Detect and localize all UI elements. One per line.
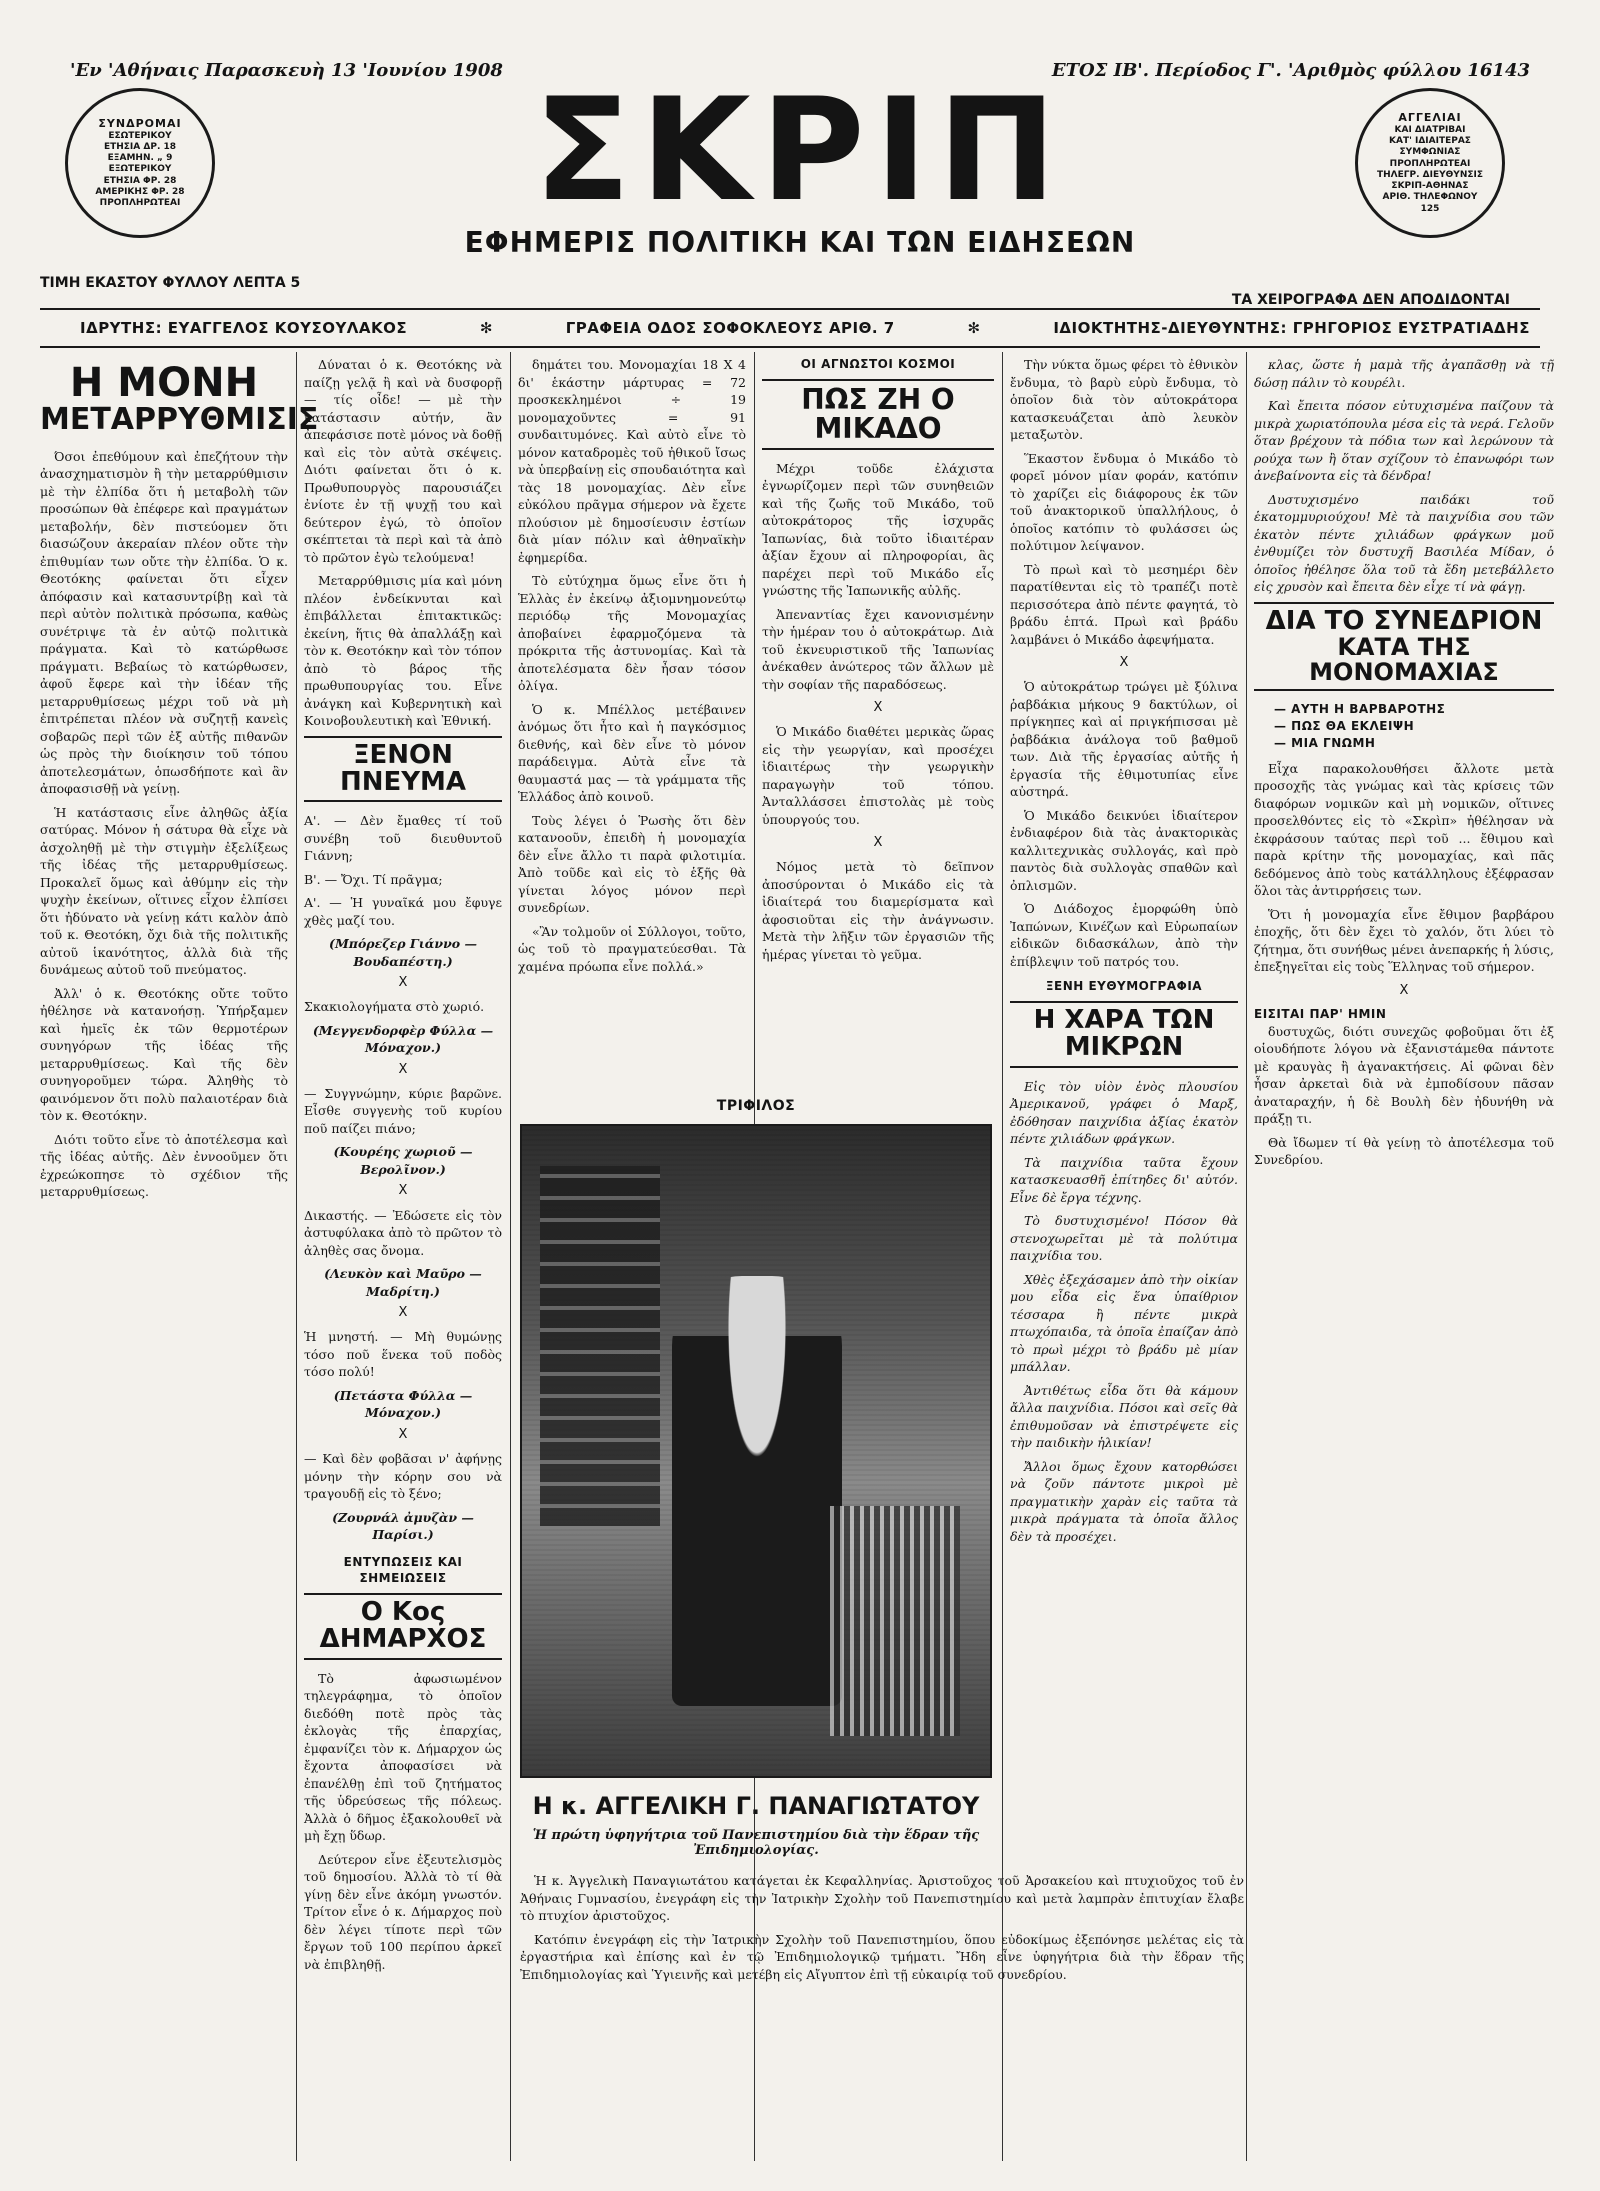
article-headline: Η ΜΟΝΗ: [69, 360, 259, 406]
portrait-figure-image: [672, 1276, 842, 1706]
article-paragraph: Τὰ παιχνίδια ταῦτα ἔχουν κατασκευασθῆ ἐπίτηδες δι' αὐτόν. Εἶνε δὲ ἔργα τέχνης.: [1010, 1154, 1238, 1205]
section-kicker: ΞΕΝΗ ΕΥΘΥΜΟΓΡΑΦΙΑ: [1045, 979, 1203, 994]
stamp-line: ΠΡΟΠΛΗΡΩΤΕΑΙ: [1389, 158, 1471, 169]
article-paragraph: Μεταρρύθμισις μία καὶ μόνη πλέον ἐνδείκνυται καὶ ἐπιβάλλεται ἐπιτακτικῶς: ἐκείνη, ἥτις θὰ ἀπαλλάξῃ καὶ τὸν κ. Θεοτόκην καὶ τὸν τόπον ἀπὸ τὸ βάρος τῆς πρωθυπουργίας του. Εἶνε ἀνάγκη καὶ Κυβερνητικὴ καὶ Κοινοβουλευτικὴ καὶ Ἐθνική.: [304, 573, 502, 728]
article-paragraph: «Ἂν τολμοῦν οἱ Σύλλογοι, τοῦτο, ὡς τοῦ τὸ πραγματεύεσθαι. Τὰ χαμένα πρόωπα εἶνε πολλά.»: [518, 923, 746, 974]
column-5: [1010, 356, 1238, 1551]
article-paragraph: κλας, ὥστε ἡ μαμὰ τῆς ἀγαπᾶσθῃ νὰ τῇ δώσῃ πάλιν τὸ κουρέλι.: [1254, 357, 1554, 390]
joke-line: Α'. — Δὲν ἔμαθες τί τοῦ συνέβη τοῦ διευθυντοῦ Γιάννη;: [304, 813, 502, 864]
stamp-line: ΕΣΩΤΕΡΙΚΟΥ: [108, 130, 172, 141]
separator: X: [873, 700, 883, 716]
stamp-line: ΑΡΙΘ. ΤΗΛΕΦΩΝΟΥ 125: [1382, 192, 1478, 214]
section-kicker: ΟΙ ΑΓΝΩΣΤΟΙ ΚΟΣΜΟΙ: [800, 357, 956, 371]
joke-line: — Συγγνώμην, κύριε βαρῶνε. Εἶσθε συγγενὴς τοῦ κυρίου ποῦ παίζει πιάνο;: [304, 1085, 502, 1136]
photo-caption: Η κ. ΑΓΓΕΛΙΚΗ Γ. ΠΑΝΑΓΙΩΤΑΤΟΥ: [532, 1792, 980, 1820]
section-kicker: ΕΝΤΥΠΩΣΕΙΣ ΚΑΙ ΣΗΜΕΙΩΣΕΙΣ: [343, 1554, 463, 1586]
chair-image: [830, 1506, 960, 1736]
stamp-line: ΠΡΟΠΛΗΡΩΤΕΑΙ: [99, 198, 181, 208]
article-paragraph: Τὸ πρωὶ καὶ τὸ μεσημέρι δὲν παρατίθενται εἰς τὸ τραπέζι ποτὲ περισσότερα ἀπὸ πέντε φαγητά, τὸ βράδυ ἑπτά. Πρωὶ καὶ βράδυ λαμβάνει ὁ Μικάδο ἀφεψήματα.: [1010, 561, 1238, 647]
article-paragraph: Τοὺς λέγει ὁ Ῥωσὴς ὅτι δὲν κατανοοῦν, ἐπειδὴ ἡ μονομαχία δὲν εἶνε ἄλλο τι παρὰ φιλοτιμία. Ἀπὸ τοῦδε καὶ εἰς τὸ ἑξῆς θὰ γίνεται λόγος μόνον περὶ συνεδρίων.: [518, 812, 746, 915]
joke-source: (Πετάστα Φύλλα — Μόναχον.): [333, 1387, 473, 1421]
article-paragraph: Ἄλλοι ὅμως ἔχουν κατορθώσει νὰ ζοῦν πάντοτε μικροὶ μὲ πραγματικὴν χαρὰν εἰς ταῦτα τὰ μικρὰ πράγματα τὰ ὁποῖα ἄλλος δὲν τὰ προσέχει.: [1010, 1458, 1238, 1544]
article-paragraph: Ἕκαστον ἔνδυμα ὁ Μικάδο τὸ φορεῖ μόνον μίαν φοράν, κατόπιν τὸ χαρίζει εἰς διάφορους ἐκ τῶν τοῦ ἀνακτορικοῦ ὑπαλλήλους, ὁ ὁποῖος κατόπιν τὸ φυλάσσει ὡς πολύτιμον λείψανον.: [1010, 450, 1238, 553]
subscriptions-title: ΣΥΝΔΡΟΜΑΙ: [98, 116, 182, 130]
article-paragraph: Εἶχα παρακολουθήσει ἄλλοτε μετὰ προσοχῆς τὰς γνώμας καὶ τὰς κρίσεις τῶν διαφόρων νομικῶν καὶ μὴ νομικῶν, οἵτινες προσελθόντες εἰς τὸ «Σκρὶπ» ἠθέλησαν νὰ ἐκφράσουν ταύτας περὶ τοῦ ... ἔθιμου καὶ παρὰ κρίτην τῆς μονομαχίας, καὶ πᾶς δεδόμενος ἀπὸ τοὺς κατάλληλους ἐξέφρασαν ὅλοι τὰς ἀντιρρήσεις των.: [1254, 760, 1554, 899]
stamp-line: ΕΤΗΣΙΑ ΦΡ. 28: [103, 175, 177, 186]
article-paragraph: Ὁ αὐτοκράτωρ τρώγει μὲ ξύλινα ῥαβδάκια μήκους 9 δακτύλων, οἱ πρίγκηπες καὶ αἱ πριγκήπισσαι μὲ ῥαβδάκια ἀνάλογα τοῦ βαθμοῦ των. Διὰ τῆς ἐργασίας αὐτῆς ἡ ἐργασία τῆς ἐθιμοτυπίας εἶνε αὐστηρά.: [1010, 679, 1238, 800]
advertisements-stamp: [1355, 88, 1505, 238]
separator: X: [398, 1305, 408, 1321]
article-paragraph: Ὁ κ. Μπέλλος μετέβαινεν ἀνόμως ὅτι ἦτο καὶ ἡ παγκόσμιος διεθνής, καὶ δὲν εἶνε τὸ μόνον παράδειγμα. Αὐτὰ εἶνε τὰ θαυμαστά μας — τὰ γράμματα τῆς Ἑλλάδος ἀπὸ κοινοῦ.: [518, 701, 746, 804]
article-headline: ΔΙΑ ΤΟ ΣΥΝΕΔΡΙΟΝ: [1265, 605, 1543, 636]
portrait-article: [520, 1872, 1244, 1989]
article-paragraph: Ὅτι ἡ μονομαχία εἶνε ἔθιμον βαρβάρου ἐποχῆς, ὅτι δὲν ἔχει τὸ χαλόν, ὅτι λύει τὸ ζήτημα, ὅτι συνήθως μένει ἀνεπαρκής ἡ λύσις, ἐπεξηγεῖται εἰς τοὺς Ἕλληνας τοῦ σήμερον.: [1254, 906, 1554, 975]
separator: X: [1119, 655, 1129, 670]
divider: [40, 346, 1540, 348]
article-paragraph: δυστυχῶς, διότι συνεχῶς φοβοῦμαι ὅτι ἐξ οἱουδήποτε λόγου νὰ ἐξανιστάμεθα πάντοτε μὲ κραυγὰς ἢ ἀγανακτήσεις. Αἱ φῶναι δὲν ἦσαν ἀρκεταὶ διὰ νὰ ἐμποδίσουν πᾶσαν ἀναταραχήν, ἡ δὲ Βουλὴ δὲν ἠδυνήθη νὰ πράξῃ τι.: [1254, 1023, 1554, 1127]
joke-line: — Καὶ δὲν φοβᾶσαι ν' ἀφήνῃς μόνην τὴν κόρην σου νὰ τραγουδῇ εἰς τὸ ξένο;: [304, 1451, 502, 1502]
column-2: [304, 356, 502, 1979]
joke-source: (Μπόρεζερ Γιάννο — Βουδαπέστη.): [329, 936, 477, 969]
bookshelf-image: [540, 1166, 660, 1526]
section-kicker: ΕΙΣΙΤΑΙ ΠΑΡ' ΗΜΙΝ: [1254, 1006, 1387, 1021]
sub-item: — ΠΩΣ ΘΑ ΕΚΛΕΙΨΗ: [1274, 718, 1415, 733]
manuscripts-note: ΤΑ ΧΕΙΡΟΓΡΑΦΑ ΔΕΝ ΑΠΟΔΙΔΟΝΤΑΙ: [1231, 292, 1510, 308]
column-rule: [296, 352, 297, 2161]
photo-label: ΤΡΙΦΙΛΟΣ: [716, 1098, 796, 1114]
separator: X: [398, 1183, 408, 1199]
ornament-icon: ✻: [479, 319, 493, 337]
article-paragraph: Τὸ εὐτύχημα ὅμως εἶνε ὅτι ἡ Ἑλλὰς ἐν ἐκείνῳ ἀξιομνημονεύτῳ περιόδῳ τῆς Μονομαχίας ἀποβαίνει ἐφαρμοζόμενα τὰ πρόκριτα τῆς ἀστυνομίας. Καὶ τὰ ἀποτελέσματα δὲν ἦσαν τόσον ὀλίγα.: [518, 573, 746, 693]
separator: X: [1399, 982, 1409, 998]
founder: ΙΔΡΥΤΗΣ: ΕΥΑΓΓΕΛΟΣ ΚΟΥΣΟΥΛΑΚΟΣ: [80, 319, 408, 337]
article-headline: Ο Κος ΔΗΜΑΡΧΟΣ: [319, 1597, 487, 1655]
separator: X: [398, 1061, 408, 1077]
joke-source: (Κουρέης χωριοῦ — Βερολῖνον.): [333, 1144, 473, 1177]
joke-line: Δικαστής. — Ἐδώσετε εἰς τὸν ἀστυφύλακα ἀπὸ τὸ πρῶτον τὸ ἀληθὲς σας ὄνομα.: [304, 1207, 502, 1258]
sub-item: — ΑΥΤΗ Η ΒΑΡΒΑΡΟΤΗΣ: [1274, 702, 1446, 717]
masthead: ΣΚΡΙΠ: [533, 68, 1067, 233]
separator: X: [873, 835, 883, 851]
divider: [40, 308, 1540, 310]
article-paragraph: Εἰς τὸν υἱὸν ἑνὸς πλουσίου Ἀμερικανοῦ, γράφει ὁ Μαρξ, ἐδόθησαν παιχνίδια ἀξίας ἑκατὸν πέντε χιλιάδων φράγκων.: [1010, 1078, 1238, 1147]
joke-line: Α'. — Ἡ γυναῖκά μου ἔφυγε χθὲς μαζί του.: [304, 895, 502, 928]
article-paragraph: Τὸ δυστυχισμένο! Πόσον θὰ στενοχωρεῖται μὲ τὰ πολύτιμα παιχνίδια του.: [1010, 1213, 1238, 1264]
article-paragraph: Δύναται ὁ κ. Θεοτόκης νὰ παίζῃ γελᾷ ἢ καὶ νὰ δυσφορῇ — τίς οἶδε! — μὲ τὴν κατάστασιν αὐτήν, ἂν ἀπεφάσισε ποτὲ μόνος νὰ δοθῇ καὶ εἰς τὸν αὐτὰ σκέψεις. Διότι φαίνεται ὅτι ὁ κ. Πρωθυπουργὸς παρουσιάζει ἐνίοτε ἐν τῇ ψυχῇ του καὶ δεύτερον ἐγώ, τὸ ὁποῖον σκέπτεται τὰ περὶ καὶ τὰ ἀπὸ τὸ πρῶτον ἐγὼ τελούμενα!: [304, 357, 502, 565]
separator: X: [398, 1426, 408, 1442]
article-paragraph: Όσοι ἐπεθύμουν καὶ ἐπεζήτουν τὴν ἀνασχηματισμὸν ἢ τὴν μεταρρύθμισιν μὲ τὴν ἐλπίδα ὅτι ἡ μεταβολὴ τῶν προσώπων θὰ ἐπέφερε καὶ πραγμάτων μεταβολήν, δὲν πιστεύομεν ὅτι διασώζουν ἀκεραίαν πλέον οὔτε τὴν ἐπιθυμίαν των οὔτε τὴν ἐλπίδα. Ὁ κ. Θεοτόκης φαίνεται ὅτι εἶχεν ἀπόφασιν καὶ κατασυντρίβῃ καὶ τὰ περὶ αὐτὸν πολιτικὰ πρόσωπα, καθὼς συνέτριψε τὰ ἐν αὐτῷ πολιτικὰ πράγματα. Καὶ τὸ κατώρθωσε πράγματι. Βεβαίως τὸ κατώρθωσεν, ἀφοῦ ἔφερε καὶ τὴν ἰδέαν τῆς μεταρρυθμίσεως μέχρι τοῦ νὰ μὴ ἐπιτρέπεται πλέον νὰ συζητῇ κανεὶς σοβαρῶς περὶ τῶν ἐξ αὐτῆς πιθανῶν ὡς πρὸς τὴν διοίκησιν τοῦ τόπου ἀποτελεσμάτων, ὁπωσδήποτε καὶ ἂν ἀποφασισθῇ νὰ γείνῃ.: [40, 448, 288, 796]
headline-box: [304, 1593, 502, 1660]
article-paragraph: Νόμος μετὰ τὸ δεῖπνον ἀποσύρονται ὁ Μικάδο εἰς τὰ ἰδιαίτερά του διαμερίσματα καὶ ἀφοσιοῦται εἰς τὴν ἀνάγνωσιν. Μετὰ τὴν λῆξιν τῶν ἐργασιῶν τῆς ἡμέρας γίνεται τὸ γεῦμα.: [762, 859, 994, 962]
article-paragraph: Ἡ κ. Ἀγγελικὴ Παναγιωτάτου κατάγεται ἐκ Κεφαλληνίας. Ἀριστοῦχος τοῦ Ἀρσακείου καὶ πτυχιοῦχος τοῦ ἐν Ἀθήναις Γυμνασίου, ἐνεγράφη εἰς τὴν Ἰατρικὴν Σχολὴν τοῦ Πανεπιστημίου καὶ μετὰ λαμπρὰν ἐπιτυχίαν ἔλαβε τὸ πτυχίον ἀριστοῦχος.: [520, 1873, 1244, 1923]
article-headline: ΜΕΤΑΡΡΥΘΜΙΣΙΣ: [40, 402, 319, 437]
offices: ΓΡΑΦΕΙΑ ΟΔΟΣ ΣΟΦΟΚΛΕΟΥΣ ΑΡΙΘ. 7: [565, 319, 895, 337]
joke-source: (Ζουρνάλ ἀμυζὰν — Παρίσι.): [332, 1509, 474, 1543]
joke-source: (Λευκὸν καὶ Μαῦρο — Μαδρίτη.): [324, 1266, 482, 1299]
article-headline: Η ΧΑΡΑ ΤΩΝ ΜΙΚΡΩΝ: [1033, 1004, 1215, 1063]
sub-item: — ΜΙΑ ΓΝΩΜΗ: [1274, 735, 1376, 750]
section-box: [304, 736, 502, 803]
headline-box: [762, 379, 994, 450]
article-paragraph: Καὶ ἔπειτα πόσον εὐτυχισμένα παίζουν τὰ μικρὰ χωριατόπουλα μέσα εἰς τὰ νερά. Γελοῦν ὅταν βρέχουν τὰ πόδια των καὶ λερώνουν τὰ ρούχα των ἢ ὅταν σχίζουν τὸ ἐπανωφόρι των ἀνεβαίνοντα εἰς τὰ δένδρα!: [1254, 398, 1554, 483]
stamp-line: ΕΤΗΣΙΑ ΔΡ. 18: [103, 141, 177, 152]
info-bar: [80, 316, 1530, 340]
article-paragraph: Διότι τοῦτο εἶνε τὸ ἀποτέλεσμα καὶ τῆς ἰδέας αὐτῆς. Δὲν ἐννοοῦμεν ὅτι ἐχρεώκοπησε τὸ σχέδιον τῆς μεταρρυθμίσεως.: [40, 1131, 288, 1199]
article-paragraph: δημάτει του. Μονομαχίαι 18 Χ 4 δι' ἑκάστην μάρτυρας = 72 προσκεκλημένοι ÷ 19 μονομαχοῦντες = 91 συνδαιτυμόνες. Καὶ αὐτὸ εἶνε τὸ μόνον καταδρομὲς τοῦ ἠθικοῦ ἴσως νὰ ὑπερβαίνῃ εἰς σπουδαιότητα καὶ τὰς 18 μονομαχίας. Δὲν εἶνε εὐκόλου πρᾶγμα σήμερον νὰ ἔχετε πλούσιον μὲ δημοσίευσιν ἑστίων διὰ μίαν πόλιν καὶ ἀθηναϊκὴν ἐφημερίδα.: [518, 357, 746, 565]
article-paragraph: Χθὲς ἐξεχάσαμεν ἀπὸ τὴν οἰκίαν μου εἶδα εἰς ἕνα ὑπαίθριον τέσσαρα ἢ πέντε μικρὰ πτωχόπαιδα, τὰ ὁποῖα ἐπαίζαν ἀπὸ τὸ πρωὶ μέχρι τὸ βράδυ μὲ μίαν μπάλλαν.: [1010, 1271, 1238, 1375]
stamp-line: ΕΞΩΤΕΡΙΚΟΥ: [108, 164, 172, 175]
column-4: [762, 356, 994, 969]
headline-box: [1010, 1001, 1238, 1068]
article-headline: ΚΑΤΑ ΤΗΣ ΜΟΝΟΜΑΧΙΑΣ: [1309, 632, 1499, 686]
stamp-line: ΣΥΜΦΩΝΙΑΣ: [1399, 147, 1461, 158]
joke-source: (Μεγγενδορφὲρ Φύλλα — Μόναχον.): [312, 1022, 494, 1056]
section-title: ΞΕΝΟΝ ΠΝΕΥΜΑ: [339, 739, 467, 797]
column-rule: [1246, 352, 1247, 2161]
headline-box: [1254, 602, 1554, 692]
column-rule: [510, 352, 511, 2161]
stamp-line: ΤΗΛΕΓΡ. ΔΙΕΥΘΥΝΣΙΣ: [1377, 169, 1483, 180]
ornament-icon: ✻: [967, 319, 981, 337]
article-paragraph: Κατόπιν ἐνεγράφη εἰς τὴν Ἰατρικὴν Σχολὴν τοῦ Πανεπιστημίου, ὅπου εὐδοκίμως ἐξεπόνησε μελέτας εἰς τὰ ἐργαστήρια καὶ ἐπίσης καὶ ἐν τῷ Ἐπιδημιολογικῷ τμήματι. Ἤδη εἶνε ὑφηγήτρια διὰ τὴν ἕδραν τῆς Ἐπιδημιολογίας καὶ Ὑγιεινῆς καὶ μετέβη εἰς Αἴγυπτον ἐπὶ τῇ εὐκαιρίᾳ τοῦ συνεδρίου.: [520, 1931, 1244, 1982]
separator: X: [398, 975, 408, 991]
article-paragraph: Ὁ Μικάδο διαθέτει μερικὰς ὥρας εἰς τὴν γεωργίαν, καὶ προσέχει ἰδιαιτέρως τὴν γεωργικὴν παραγωγὴν τοῦ τόπου. Ἀνταλλάσσει ἐπιστολὰς μὲ τοὺς ὑπουργούς του.: [762, 724, 994, 827]
joke-line: Β'. — Ὄχι. Τί πρᾶγμα;: [304, 871, 443, 887]
stamp-line: ΕΞΑΜΗΝ. „ 9: [107, 153, 173, 163]
owner: ΙΔΙΟΚΤΗΤΗΣ-ΔΙΕΥΘΥΝΤΗΣ: ΓΡΗΓΟΡΙΟΣ ΕΥΣΤΡΑΤΙΑΔΗΣ: [1053, 319, 1530, 337]
article-paragraph: Θὰ ἴδωμεν τί θὰ γείνῃ τὸ ἀποτέλεσμα τοῦ Συνεδρίου.: [1254, 1134, 1554, 1168]
column-3: [518, 356, 746, 981]
advertisements-title: ΑΓΓΕΛΙΑΙ: [1398, 111, 1462, 125]
article-paragraph: Ἀλλ' ὁ κ. Θεοτόκης οὔτε τοῦτο ἠθέλησε νὰ κατανοήσῃ. Ὑπήρξαμεν καὶ ἡμεῖς ἐκ τῶν θερμοτέρων συνηγόρων τῆς ἰδέας τῆς μεταρρυθμίσεως. Καὶ τῆς δὲν συνηγοροῦμεν τώρα. Ἀληθὴς τὸ φαινόμενον ὅτι πολὺ παλαιοτέραν διὰ τὸν κ. Θεοτόκην.: [40, 985, 288, 1123]
article-paragraph: Τὸ ἀφωσιωμένον τηλεγράφημα, τὸ ὁποῖον διεδόθη ποτὲ πρὸς τὰς ἐκλογὰς τῆς ἐπαρχίας, ἐμφανίζει τὸν κ. Δήμαρχον ὡς ἔχοντα ἀποφασίσει νὰ ἐπανέλθῃ ἐπὶ τοῦ ζητήματος τῆς ὑδρεύσεως τῆς πόλεως. Ἀλλὰ ὁ δῆμος ἐξακολουθεῖ νὰ μὴ ἔχῃ ὕδωρ.: [304, 1670, 502, 1844]
joke-line: Ἡ μνηστή. — Μὴ θυμώνῃς τόσο ποῦ ἕνεκα τοῦ ποδὸς τόσο πολύ!: [304, 1329, 502, 1380]
article-paragraph: Δεύτερον εἶνε ἐξευτελισμὸς τοῦ δημοσίου. Ἀλλὰ τὸ τί θὰ γίνῃ δὲν εἶνε ἀκόμη γνωστόν. Τρίτον εἶνε ὁ κ. Δήμαρχος ποὺ δὲν λέγει τίποτε περὶ τῶν ἔργων τοῦ 100 περίπου ἀρκεῖ νὰ ἐπιβληθῇ.: [304, 1851, 502, 1972]
stamp-line: ΚΑΙ ΔΙΑΤΡΙΒΑΙ: [1394, 124, 1466, 135]
article-paragraph: Μέχρι τοῦδε ἐλάχιστα ἐγνωρίζομεν περὶ τῶν συνηθειῶν καὶ τῆς ζωῆς τοῦ Μικάδο, τοῦ αὐτοκράτορος τῆς ἰσχυρᾶς Ἰαπωνίας, διὰ τοῦτο ἰδιαιτέραν ἀξίαν ἔχουν αἱ πληροφορίαι, ἃς παρέχει περὶ τοῦ Μικάδο εἷς γνώστης τῆς Ἰαπωνικῆς αὐλῆς.: [762, 460, 994, 599]
stamp-line: ΣΚΡΙΠ-ΑΘΗΝΑΣ: [1391, 181, 1469, 192]
article-paragraph: Ἀπεναντίας ἔχει κανονισμένην τὴν ἡμέραν του ὁ αὐτοκράτωρ. Διὰ τοῦ ἐκνευριστικοῦ τῆς Ἰαπωνίας ἀνέκαθεν ἀνώτερος τῶν ἄλλων μὲ τὴν σοφίαν τῆς παραδόσεως.: [762, 606, 994, 692]
portrait-photo: [520, 1124, 992, 1778]
article-paragraph: Τὴν νύκτα ὅμως φέρει τὸ ἐθνικὸν ἔνδυμα, τὸ βαρὺ εὐρὺ ἔνδυμα, τὸ ὁποῖον διὰ τὸν αὐτοκράτορα κατασκευάζεται ἀπὸ λευκὸν μεταξωτὸν.: [1010, 357, 1238, 442]
price-note: ΤΙΜΗ ΕΚΑΣΤΟΥ ΦΥΛΛΟΥ ΛΕΠΤΑ 5: [40, 275, 301, 291]
stamp-line: ΑΜΕΡΙΚΗΣ ΦΡ. 28: [95, 186, 185, 197]
article-headline: ΠΩΣ ΖΗ Ο ΜΙΚΑΔΟ: [801, 382, 955, 446]
article-paragraph: Ὁ Διάδοχος ἐμορφώθη ὑπὸ Ἰαπώνων, Κινέζων καὶ Εὐρωπαίων εἰδικῶν διδασκάλων, ἀπὸ τὴν ἐπίβλεψιν τοῦ πατρός του.: [1010, 901, 1238, 969]
jokes-list: [304, 812, 502, 1543]
article-paragraph: Δυστυχισμένο παιδάκι τοῦ ἑκατομμυριούχου! Μὲ τὰ παιχνίδια σου τῶν ἑκατὸν πέντε χιλιάδων φράγκων μοῦ ἐνθυμίζει τὸν δυστυχῆ Βασιλέα Μίδαν, ὁ ὁποῖος ἠθέλησε ὅλα τοῦ τὰ ἔδη μετεβάλλετο εἰς χρυσὸν καὶ ἔπειτα δὲν εἶχε τί νὰ φάγῃ.: [1254, 491, 1554, 594]
masthead-subtitle: ΕΦΗΜΕΡΙΣ ΠΟΛΙΤΙΚΗ ΚΑΙ ΤΩΝ ΕΙΔΗΣΕΩΝ: [464, 226, 1136, 259]
date-line: 'Εν 'Αθήναις Παρασκευὴ 13 'Ιουνίου 1908: [70, 59, 503, 81]
issue-line: ΕΤΟΣ ΙΒ'. Περίοδος Γ'. 'Αριθμὸς φύλλου 16143: [1051, 59, 1530, 81]
article-paragraph: Ἡ κατάστασις εἶνε ἀληθῶς ἀξία σατύρας. Μόνον ἡ σάτυρα θὰ εἶχε νὰ ἀσχοληθῇ μὲ τὴν στιγμὴν ἐξελίξεως τῆς ἰδέας τῆς μεταρρυθμίσεως. Προκαλεῖ ὅμως καὶ ἀθύμην εἰς τὴν ψυχὴν ἐκείνων, οἵτινες εἶχον ἐλπίσει ὅτι ἠδύνατο νὰ γείνῃ κάτι καλὸν ἀπὸ τοῦ κ. Θεοτόκη, ὄχι διὰ τῆς πολιτικῆς αὐτοῦ ἱκανότητος, ἀλλὰ διὰ τῆς δυνάμεως αὐτοῦ τοῦ πνεύματος.: [40, 804, 288, 977]
photo-subcaption: Ἡ πρώτη ὑφηγήτρια τοῦ Πανεπιστημίου διὰ τὴν ἕδραν τῆς Ἐπιδημιολογίας.: [532, 1828, 980, 1858]
article-paragraph: Ὁ Μικάδο δεικνύει ἰδιαίτερον ἐνδιαφέρον διὰ τὰς ἀνακτορικὰς καλλιτεχνικὰς συλλογάς, καὶ πρὸ παντὸς διὰ συλλογὰς σπαθῶν καὶ ὀπλισμῶν.: [1010, 807, 1238, 893]
article-paragraph: Ἀντιθέτως εἶδα ὅτι θὰ κάμουν ἄλλα παιχνίδια. Πόσοι καὶ σεῖς θὰ ἐπιθυμοῦσαν νὰ ἐπιστρέψετε εἰς τὴν παιδικὴν ἡλικίαν!: [1010, 1382, 1238, 1451]
column-1: [40, 356, 319, 1207]
joke-line: Σκακιολογήματα στὸ χωριό.: [304, 999, 485, 1015]
stamp-line: ΚΑΤ' ΙΔΙΑΙΤΕΡΑΣ: [1389, 136, 1471, 147]
column-6: [1254, 356, 1554, 1175]
